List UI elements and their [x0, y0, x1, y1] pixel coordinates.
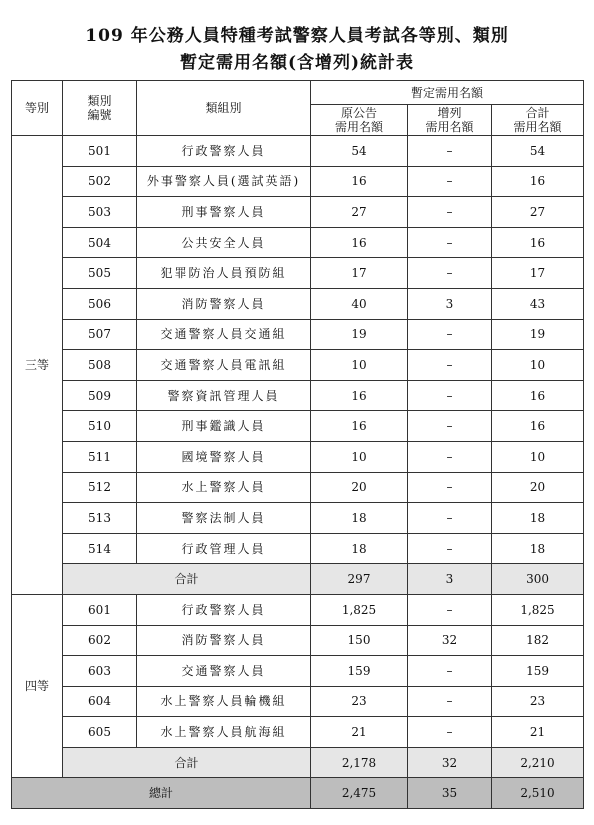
grand-total-added: 35	[408, 778, 492, 809]
original-cell: 16	[311, 411, 408, 442]
total-cell: 20	[492, 472, 584, 503]
code-cell: 514	[63, 533, 137, 564]
code-cell: 510	[63, 411, 137, 442]
document-title-line2: 暫定需用名額(含增列)統計表	[179, 53, 415, 73]
subtotal-label: 合計	[63, 747, 311, 778]
subtotal-label: 合計	[63, 564, 311, 595]
category-cell: 消防警察人員	[137, 625, 311, 656]
subtotal-added: 32	[408, 747, 492, 778]
header-group: 暫定需用名額	[311, 81, 584, 105]
category-cell: 犯罪防治人員預防組	[137, 258, 311, 289]
total-cell: 16	[492, 227, 584, 258]
added-cell: –	[408, 166, 492, 197]
table-row	[12, 625, 584, 656]
added-cell: 3	[408, 288, 492, 319]
total-cell: 10	[492, 350, 584, 381]
category-cell: 警察法制人員	[137, 503, 311, 534]
category-cell: 交通警察人員電訊組	[137, 350, 311, 381]
subtotal-original: 297	[311, 564, 408, 595]
table-row	[12, 594, 584, 625]
category-cell: 水上警察人員航海組	[137, 717, 311, 748]
added-cell: 32	[408, 625, 492, 656]
total-cell: 10	[492, 441, 584, 472]
grand-total-label: 總計	[12, 778, 311, 809]
grade-cell: 三等	[12, 136, 63, 595]
code-cell: 602	[63, 625, 137, 656]
total-cell: 21	[492, 717, 584, 748]
header-total: 合計 需用名額	[492, 105, 584, 136]
added-cell: –	[408, 717, 492, 748]
table-row	[12, 166, 584, 197]
header-category: 類組別	[137, 81, 311, 136]
code-cell: 509	[63, 380, 137, 411]
document-title-line1: 109 年公務人員特種考試警察人員考試各等別、類別	[85, 26, 509, 46]
category-cell: 行政管理人員	[137, 533, 311, 564]
subtotal-added: 3	[408, 564, 492, 595]
code-cell: 511	[63, 441, 137, 472]
original-cell: 10	[311, 350, 408, 381]
category-cell: 行政警察人員	[137, 136, 311, 167]
original-cell: 18	[311, 503, 408, 534]
subtotal-row	[12, 564, 584, 595]
added-cell: –	[408, 197, 492, 228]
code-cell: 501	[63, 136, 137, 167]
quota-table	[11, 80, 584, 809]
total-cell: 54	[492, 136, 584, 167]
category-cell: 外事警察人員(選試英語)	[137, 166, 311, 197]
table-row	[12, 136, 584, 167]
code-cell: 603	[63, 656, 137, 687]
code-cell: 513	[63, 503, 137, 534]
category-cell: 刑事鑑識人員	[137, 411, 311, 442]
category-cell: 消防警察人員	[137, 288, 311, 319]
original-cell: 19	[311, 319, 408, 350]
table-row	[12, 533, 584, 564]
original-cell: 150	[311, 625, 408, 656]
original-cell: 159	[311, 656, 408, 687]
code-cell: 504	[63, 227, 137, 258]
original-cell: 54	[311, 136, 408, 167]
total-cell: 16	[492, 380, 584, 411]
category-cell: 行政警察人員	[137, 594, 311, 625]
total-cell: 23	[492, 686, 584, 717]
table-row	[12, 717, 584, 748]
table-row	[12, 380, 584, 411]
header-original: 原公告 需用名額	[311, 105, 408, 136]
added-cell: –	[408, 319, 492, 350]
code-cell: 604	[63, 686, 137, 717]
table-row	[12, 197, 584, 228]
code-cell: 503	[63, 197, 137, 228]
grand-total-total: 2,510	[492, 778, 584, 809]
subtotal-total: 300	[492, 564, 584, 595]
category-cell: 水上警察人員	[137, 472, 311, 503]
added-cell: –	[408, 441, 492, 472]
header-code: 類別 編號	[63, 81, 137, 136]
grade-cell: 四等	[12, 594, 63, 778]
category-cell: 刑事警察人員	[137, 197, 311, 228]
total-cell: 16	[492, 166, 584, 197]
subtotal-total: 2,210	[492, 747, 584, 778]
category-cell: 交通警察人員交通組	[137, 319, 311, 350]
total-cell: 1,825	[492, 594, 584, 625]
code-cell: 512	[63, 472, 137, 503]
code-cell: 502	[63, 166, 137, 197]
original-cell: 17	[311, 258, 408, 289]
code-cell: 505	[63, 258, 137, 289]
original-cell: 16	[311, 380, 408, 411]
added-cell: –	[408, 136, 492, 167]
category-cell: 交通警察人員	[137, 656, 311, 687]
original-cell: 16	[311, 227, 408, 258]
table-row	[12, 227, 584, 258]
grand-total-row	[12, 778, 584, 809]
added-cell: –	[408, 380, 492, 411]
table-row	[12, 472, 584, 503]
header-added: 增列 需用名額	[408, 105, 492, 136]
code-cell: 508	[63, 350, 137, 381]
added-cell: –	[408, 350, 492, 381]
subtotal-original: 2,178	[311, 747, 408, 778]
grand-total-original: 2,475	[311, 778, 408, 809]
original-cell: 18	[311, 533, 408, 564]
original-cell: 23	[311, 686, 408, 717]
total-cell: 27	[492, 197, 584, 228]
code-cell: 506	[63, 288, 137, 319]
category-cell: 警察資訊管理人員	[137, 380, 311, 411]
code-cell: 601	[63, 594, 137, 625]
total-cell: 182	[492, 625, 584, 656]
code-cell: 507	[63, 319, 137, 350]
original-cell: 10	[311, 441, 408, 472]
added-cell: –	[408, 686, 492, 717]
added-cell: –	[408, 227, 492, 258]
table-row	[12, 656, 584, 687]
category-cell: 水上警察人員輪機組	[137, 686, 311, 717]
subtotal-row	[12, 747, 584, 778]
total-cell: 16	[492, 411, 584, 442]
added-cell: –	[408, 258, 492, 289]
original-cell: 27	[311, 197, 408, 228]
original-cell: 21	[311, 717, 408, 748]
table-row	[12, 258, 584, 289]
total-cell: 18	[492, 503, 584, 534]
table-row	[12, 319, 584, 350]
category-cell: 公共安全人員	[137, 227, 311, 258]
total-cell: 159	[492, 656, 584, 687]
added-cell: –	[408, 533, 492, 564]
original-cell: 16	[311, 166, 408, 197]
header-grade: 等別	[12, 81, 63, 136]
table-row	[12, 411, 584, 442]
total-cell: 19	[492, 319, 584, 350]
category-cell: 國境警察人員	[137, 441, 311, 472]
original-cell: 40	[311, 288, 408, 319]
added-cell: –	[408, 503, 492, 534]
code-cell: 605	[63, 717, 137, 748]
table-row	[12, 288, 584, 319]
original-cell: 20	[311, 472, 408, 503]
table-row	[12, 686, 584, 717]
added-cell: –	[408, 411, 492, 442]
table-row	[12, 350, 584, 381]
total-cell: 18	[492, 533, 584, 564]
table-body	[12, 136, 584, 809]
total-cell: 43	[492, 288, 584, 319]
table-row	[12, 503, 584, 534]
total-cell: 17	[492, 258, 584, 289]
added-cell: –	[408, 656, 492, 687]
original-cell: 1,825	[311, 594, 408, 625]
table-row	[12, 441, 584, 472]
added-cell: –	[408, 472, 492, 503]
added-cell: –	[408, 594, 492, 625]
